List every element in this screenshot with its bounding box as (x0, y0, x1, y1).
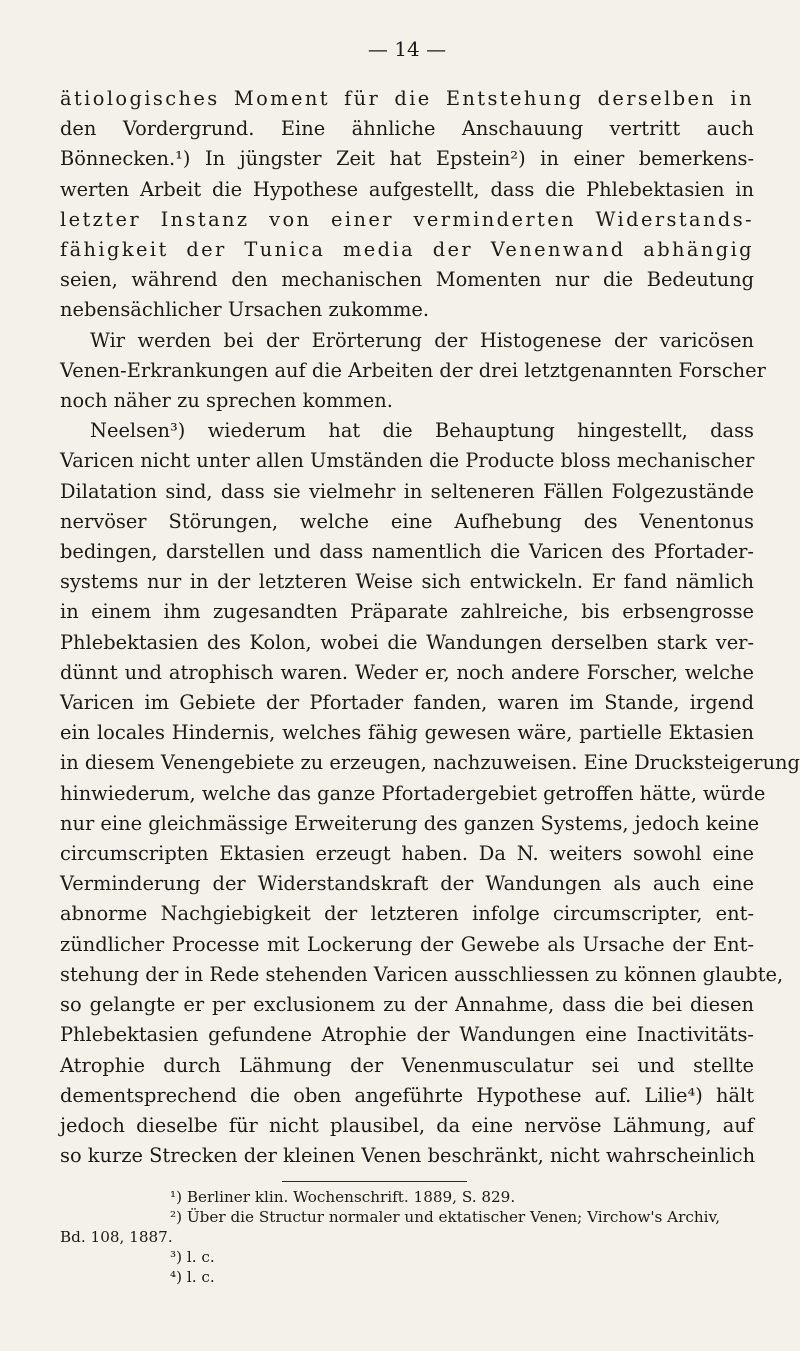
body-line: Varicen im Gebiete der Pfortader fanden, waren im Stande, irgend (60, 691, 754, 715)
body-line: bedingen, darstellen und dass namentlich die Varicen des Pfortader- (60, 540, 754, 564)
body-line: Verminderung der Widerstandskraft der Wandungen als auch eine (60, 872, 754, 896)
body-line: hinwiederum, welche das ganze Pfortadergebiet getroffen hätte, würde (60, 781, 766, 805)
body-line: den Vordergrund. Eine ähnliche Anschauung vertritt auch (60, 117, 754, 141)
body-line: Varicen nicht unter allen Umständen die Producte bloss mechanischer (60, 449, 755, 473)
body-line: stehung der in Rede stehenden Varicen ausschliessen zu können glaubte, (60, 962, 784, 986)
body-line: zündlicher Processe mit Lockerung der Gewebe als Ursache der Ent- (60, 932, 754, 956)
body-line: ätiologisches Moment für die Entstehung derselben in (60, 87, 754, 110)
body-line: noch näher zu sprechen kommen. (60, 389, 393, 413)
body-line: werten Arbeit die Hypothese aufgestellt, dass die Phlebektasien in (60, 177, 754, 201)
footnotes (60, 1188, 754, 1287)
body-line: Neelsen³) wiederum hat die Behauptung hingestellt, dass (90, 419, 754, 443)
body-line: circumscripten Ektasien erzeugt haben. Da N. weiters sowohl eine (60, 842, 754, 866)
body-line: so gelangte er per exclusionem zu der Annahme, dass die bei diesen (60, 993, 754, 1017)
body-line: Bönnecken.¹) In jüngster Zeit hat Epstein²) in einer bemerkens- (60, 147, 754, 171)
body-line: jedoch dieselbe für nicht plausibel, da eine nervöse Lähmung, auf (60, 1113, 754, 1137)
page-number: — 14 — (367, 37, 447, 61)
body-line: nebensächlicher Ursachen zukomme. (60, 298, 429, 322)
body-line: Atrophie durch Lähmung der Venenmusculatur sei und stellte (60, 1053, 754, 1077)
body-line: Phlebektasien gefundene Atrophie der Wandungen eine Inactivitäts- (60, 1023, 754, 1047)
footnote-3: ³) l. c. (170, 1247, 215, 1266)
footnote-1: ¹) Berliner klin. Wochenschrift. 1889, S. 829. (170, 1188, 516, 1207)
body-line: Wir werden bei der Erörterung der Histogenese der varicösen (90, 328, 754, 352)
footnote-2-continued: Bd. 108, 1887. (60, 1227, 173, 1246)
body-line: Venen-Erkrankungen auf die Arbeiten der drei letztgenannten Forscher (60, 358, 766, 382)
body-line: in diesem Venengebiete zu erzeugen, nachzuweisen. Eine Drucksteigerung (60, 751, 800, 775)
body-line: dementsprechend die oben angeführte Hypothese auf. Lilie⁴) hält (60, 1083, 754, 1107)
body-text (60, 84, 800, 1171)
body-line: seien, während den mechanischen Momenten nur die Bedeutung (60, 268, 754, 292)
footnote-divider (282, 1181, 467, 1182)
footnote-2: ²) Über die Structur normaler und ektatischer Venen; Virchow's Archiv, (170, 1208, 721, 1227)
body-line: letzter Instanz von einer verminderten Widerstands- (60, 207, 754, 231)
body-line: systems nur in der letzteren Weise sich entwickeln. Er fand nämlich (60, 570, 754, 594)
body-line: abnorme Nachgiebigkeit der letzteren infolge circumscripter, ent- (60, 902, 754, 926)
body-line: fähigkeit der Tunica media der Venenwand abhängig (60, 238, 754, 262)
body-line: dünnt und atrophisch waren. Weder er, noch andere Forscher, welche (60, 660, 754, 684)
footnote-4: ⁴) l. c. (170, 1267, 215, 1286)
body-line: Dilatation sind, dass sie vielmehr in selteneren Fällen Folgezustände (60, 479, 754, 503)
body-line: ein locales Hindernis, welches fähig gewesen wäre, partielle Ektasien (60, 721, 754, 745)
body-line: Phlebektasien des Kolon, wobei die Wandungen derselben stark ver- (60, 630, 754, 654)
body-line: in einem ihm zugesandten Präparate zahlreiche, bis erbsengrosse (60, 600, 754, 624)
body-line: nur eine gleichmässige Erweiterung des ganzen Systems, jedoch keine (60, 811, 760, 835)
body-line: so kurze Strecken der kleinen Venen beschränkt, nicht wahrscheinlich (60, 1144, 756, 1168)
body-line: nervöser Störungen, welche eine Aufhebung des Venentonus (60, 509, 754, 533)
